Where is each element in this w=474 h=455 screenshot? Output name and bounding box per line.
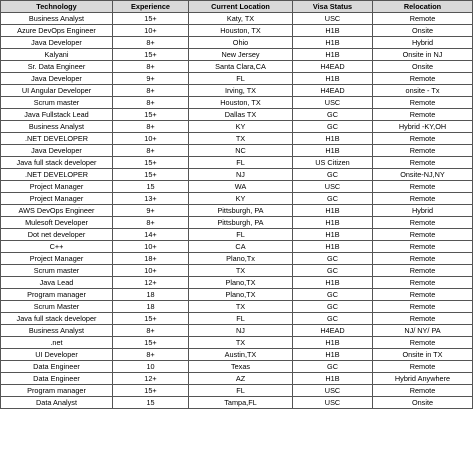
table-row [1,61,473,73]
cell-technology: .NET DEVELOPER [1,169,113,181]
header-visa-status: Visa Status [293,1,373,13]
cell-technology: Java Fullstack Lead [1,109,113,121]
cell-visa-status: GC [293,109,373,121]
cell-relocation: Onsite in NJ [373,49,473,61]
table-row [1,217,473,229]
cell-visa-status: H1B [293,373,373,385]
cell-visa-status: H1B [293,37,373,49]
cell-technology: Java Developer [1,145,113,157]
cell-experience: 15+ [113,337,189,349]
cell-experience: 8+ [113,85,189,97]
cell-technology: Sr. Data Engineer [1,61,113,73]
cell-current-location: Irving, TX [189,85,293,97]
cell-experience: 15+ [113,109,189,121]
cell-relocation: Remote [373,133,473,145]
table-row [1,385,473,397]
cell-experience: 18 [113,289,189,301]
cell-current-location: NJ [189,169,293,181]
cell-current-location: WA [189,181,293,193]
cell-current-location: Ohio [189,37,293,49]
cell-technology: C++ [1,241,113,253]
cell-current-location: Katy, TX [189,13,293,25]
cell-current-location: Plano,TX [189,277,293,289]
cell-relocation: Onsite-NJ,NY [373,169,473,181]
table-row [1,301,473,313]
cell-relocation: Remote [373,289,473,301]
table-row [1,181,473,193]
cell-experience: 15+ [113,385,189,397]
cell-experience: 15+ [113,157,189,169]
cell-technology: Mulesoft Developer [1,217,113,229]
table-row [1,13,473,25]
cell-experience: 12+ [113,373,189,385]
table-row [1,253,473,265]
cell-experience: 13+ [113,193,189,205]
cell-visa-status: H4EAD [293,61,373,73]
table-body [1,13,473,409]
cell-current-location: Texas [189,361,293,373]
cell-experience: 12+ [113,277,189,289]
table-row [1,157,473,169]
cell-experience: 15 [113,397,189,409]
cell-technology: Business Analyst [1,13,113,25]
table-row [1,361,473,373]
cell-technology: Java full stack developer [1,157,113,169]
cell-technology: Scrum master [1,97,113,109]
table-row [1,229,473,241]
cell-relocation: Hybrid Anywhere [373,373,473,385]
cell-current-location: FL [189,385,293,397]
table-row [1,109,473,121]
cell-current-location: Santa Clara,CA [189,61,293,73]
cell-experience: 15+ [113,169,189,181]
cell-current-location: TX [189,265,293,277]
table-row [1,289,473,301]
cell-experience: 8+ [113,325,189,337]
cell-technology: Project Manager [1,193,113,205]
cell-experience: 9+ [113,205,189,217]
cell-relocation: Hybrid -KY,OH [373,121,473,133]
table-row [1,205,473,217]
cell-relocation: Remote [373,13,473,25]
cell-current-location: Dallas TX [189,109,293,121]
cell-visa-status: GC [293,289,373,301]
cell-experience: 15+ [113,49,189,61]
cell-visa-status: GC [293,193,373,205]
cell-visa-status: US Citizen [293,157,373,169]
cell-visa-status: GC [293,313,373,325]
cell-technology: Program manager [1,289,113,301]
cell-visa-status: H1B [293,349,373,361]
cell-technology: Scrum Master [1,301,113,313]
cell-experience: 10+ [113,265,189,277]
table-row [1,241,473,253]
cell-visa-status: GC [293,361,373,373]
header-row [1,1,473,13]
cell-technology: Data Analyst [1,397,113,409]
cell-technology: Data Engineer [1,361,113,373]
cell-relocation: Onsite [373,61,473,73]
cell-experience: 8+ [113,97,189,109]
cell-relocation: Remote [373,301,473,313]
cell-technology: Kalyani [1,49,113,61]
cell-visa-status: GC [293,301,373,313]
cell-relocation: NJ/ NY/ PA [373,325,473,337]
cell-visa-status: H1B [293,229,373,241]
cell-relocation: Remote [373,181,473,193]
cell-technology: Dot net developer [1,229,113,241]
cell-experience: 10 [113,361,189,373]
cell-relocation: Hybrid [373,205,473,217]
cell-experience: 14+ [113,229,189,241]
cell-current-location: TX [189,337,293,349]
cell-current-location: FL [189,73,293,85]
cell-current-location: CA [189,241,293,253]
cell-experience: 18 [113,301,189,313]
cell-current-location: Austin,TX [189,349,293,361]
cell-visa-status: H1B [293,205,373,217]
cell-relocation: onsite - Tx [373,85,473,97]
cell-technology: Data Engineer [1,373,113,385]
cell-visa-status: H1B [293,25,373,37]
table-row [1,25,473,37]
cell-relocation: Remote [373,229,473,241]
table-row [1,337,473,349]
cell-experience: 15+ [113,13,189,25]
cell-technology: Project Manager [1,253,113,265]
table-row [1,373,473,385]
cell-current-location: Tampa,FL [189,397,293,409]
cell-technology: Business Analyst [1,121,113,133]
cell-technology: Business Analyst [1,325,113,337]
table-row [1,85,473,97]
cell-visa-status: USC [293,385,373,397]
cell-relocation: Remote [373,253,473,265]
cell-current-location: NJ [189,325,293,337]
table-row [1,133,473,145]
cell-experience: 10+ [113,25,189,37]
cell-experience: 15+ [113,313,189,325]
header-technology: Technology [1,1,113,13]
cell-visa-status: H1B [293,49,373,61]
cell-visa-status: GC [293,169,373,181]
table-row [1,277,473,289]
cell-relocation: Remote [373,109,473,121]
cell-relocation: Remote [373,265,473,277]
cell-relocation: Remote [373,145,473,157]
cell-experience: 10+ [113,241,189,253]
cell-relocation: Remote [373,157,473,169]
cell-current-location: KY [189,193,293,205]
cell-current-location: Plano,Tx [189,253,293,265]
cell-current-location: NC [189,145,293,157]
cell-visa-status: USC [293,397,373,409]
cell-relocation: Remote [373,361,473,373]
cell-technology: Java Developer [1,73,113,85]
cell-current-location: Pittsburgh, PA [189,217,293,229]
cell-technology: UI Developer [1,349,113,361]
cell-visa-status: USC [293,97,373,109]
table-row [1,121,473,133]
cell-relocation: Remote [373,217,473,229]
cell-visa-status: USC [293,13,373,25]
cell-technology: Scrum master [1,265,113,277]
cell-relocation: Onsite [373,397,473,409]
cell-technology: Project Manager [1,181,113,193]
header-relocation: Relocation [373,1,473,13]
cell-visa-status: H1B [293,277,373,289]
table-row [1,313,473,325]
cell-current-location: FL [189,157,293,169]
cell-technology: UI Angular Developer [1,85,113,97]
cell-visa-status: GC [293,265,373,277]
table-row [1,73,473,85]
cell-current-location: Houston, TX [189,97,293,109]
table-row [1,193,473,205]
cell-experience: 8+ [113,61,189,73]
cell-relocation: Remote [373,313,473,325]
table-row [1,325,473,337]
cell-current-location: KY [189,121,293,133]
cell-current-location: AZ [189,373,293,385]
table-row [1,169,473,181]
cell-relocation: Remote [373,97,473,109]
table-row [1,265,473,277]
cell-current-location: New Jersey [189,49,293,61]
cell-current-location: FL [189,313,293,325]
cell-experience: 15 [113,181,189,193]
cell-visa-status: H1B [293,241,373,253]
cell-technology: Program manager [1,385,113,397]
cell-relocation: Remote [373,277,473,289]
cell-current-location: Houston, TX [189,25,293,37]
cell-relocation: Remote [373,385,473,397]
header-experience: Experience [113,1,189,13]
cell-experience: 8+ [113,349,189,361]
cell-visa-status: H1B [293,133,373,145]
table-row [1,349,473,361]
cell-relocation: Remote [373,337,473,349]
cell-technology: .NET DEVELOPER [1,133,113,145]
cell-relocation: Onsite in TX [373,349,473,361]
table-row [1,145,473,157]
table-row [1,97,473,109]
cell-technology: .net [1,337,113,349]
cell-visa-status: H1B [293,145,373,157]
cell-experience: 9+ [113,73,189,85]
cell-visa-status: H4EAD [293,325,373,337]
cell-current-location: FL [189,229,293,241]
table-row [1,397,473,409]
table-row [1,37,473,49]
cell-relocation: Remote [373,241,473,253]
cell-current-location: Pittsburgh, PA [189,205,293,217]
cell-experience: 8+ [113,37,189,49]
cell-experience: 8+ [113,217,189,229]
cell-technology: AWS DevOps Engineer [1,205,113,217]
cell-current-location: TX [189,301,293,313]
cell-relocation: Hybrid [373,37,473,49]
cell-experience: 10+ [113,133,189,145]
cell-visa-status: H1B [293,73,373,85]
cell-visa-status: H1B [293,217,373,229]
cell-technology: Java full stack developer [1,313,113,325]
cell-experience: 8+ [113,121,189,133]
cell-visa-status: GC [293,253,373,265]
cell-visa-status: USC [293,181,373,193]
cell-experience: 18+ [113,253,189,265]
cell-technology: Java Developer [1,37,113,49]
cell-visa-status: H1B [293,337,373,349]
cell-relocation: Onsite [373,25,473,37]
cell-relocation: Remote [373,193,473,205]
table-row [1,49,473,61]
cell-technology: Java Lead [1,277,113,289]
cell-current-location: TX [189,133,293,145]
cell-visa-status: H4EAD [293,85,373,97]
cell-technology: Azure DevOps Engineer [1,25,113,37]
cell-experience: 8+ [113,145,189,157]
cell-relocation: Remote [373,73,473,85]
header-current-location: Current Location [189,1,293,13]
cell-visa-status: GC [293,121,373,133]
cell-current-location: Plano,TX [189,289,293,301]
